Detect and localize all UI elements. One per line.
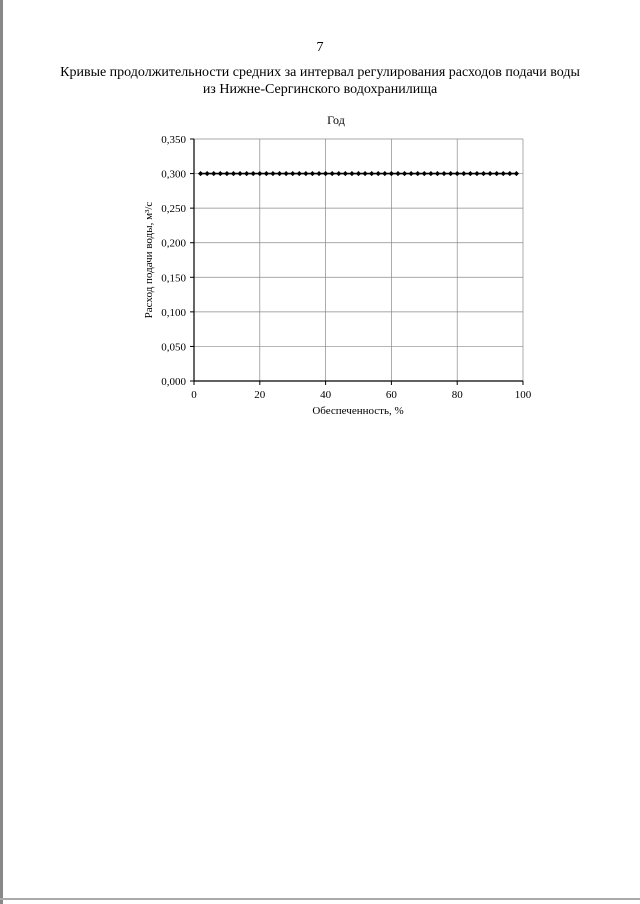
y-tick-label: 0,300 xyxy=(161,168,186,181)
data-point xyxy=(514,171,519,176)
data-point xyxy=(402,171,407,176)
x-axis-label: Обеспеченность, % xyxy=(312,405,404,417)
data-point xyxy=(441,171,446,176)
data-point xyxy=(468,171,473,176)
y-tick-label: 0,000 xyxy=(161,376,186,388)
y-tick-label: 0,250 xyxy=(161,203,186,216)
data-point xyxy=(481,171,486,176)
scan-edge-line xyxy=(0,0,3,904)
heading-line-1: Кривые продолжительности средних за интервал регулирования расходов подачи воды xyxy=(60,65,580,80)
data-point xyxy=(349,171,354,176)
data-point xyxy=(474,171,479,176)
data-point xyxy=(231,171,236,176)
data-point xyxy=(198,171,203,176)
data-point xyxy=(277,171,282,176)
data-point xyxy=(435,171,440,176)
data-point xyxy=(310,171,315,176)
data-point xyxy=(270,171,275,176)
data-point xyxy=(224,171,229,176)
data-point xyxy=(422,171,427,176)
data-point xyxy=(264,171,269,176)
data-point xyxy=(218,171,223,176)
data-point xyxy=(343,171,348,176)
y-tick-label: 0,350 xyxy=(161,134,186,146)
data-point xyxy=(362,171,367,176)
data-point xyxy=(237,171,242,176)
data-point xyxy=(507,171,512,176)
data-point xyxy=(448,171,453,176)
y-tick-label: 0,150 xyxy=(161,272,186,285)
page-number: 7 xyxy=(316,40,324,55)
data-point xyxy=(376,171,381,176)
x-tick-label: 60 xyxy=(385,389,397,401)
x-tick-label: 0 xyxy=(191,389,197,401)
data-point xyxy=(316,171,321,176)
data-point xyxy=(297,171,302,176)
y-tick-label: 0,100 xyxy=(161,306,186,319)
x-tick-label: 80 xyxy=(451,389,463,401)
data-point xyxy=(501,171,506,176)
x-tick-label: 40 xyxy=(320,389,332,401)
data-point xyxy=(257,171,262,176)
data-point xyxy=(488,171,493,176)
flow-duration-chart xyxy=(0,0,640,440)
y-axis-label: Расход подачи воды, м³/с xyxy=(143,201,155,319)
data-point xyxy=(336,171,341,176)
data-point xyxy=(369,171,374,176)
heading-line-2: из Нижне-Сергинского водохранилища xyxy=(202,82,438,97)
data-point xyxy=(323,171,328,176)
x-tick-label: 20 xyxy=(254,389,266,401)
data-point xyxy=(494,171,499,176)
y-tick-label: 0,200 xyxy=(161,237,186,250)
scan-edge-line xyxy=(0,898,640,900)
chart-title: Год xyxy=(327,113,345,127)
data-point xyxy=(382,171,387,176)
series xyxy=(198,171,519,176)
data-point xyxy=(205,171,210,176)
data-point xyxy=(455,171,460,176)
data-point xyxy=(211,171,216,176)
data-point xyxy=(284,171,289,176)
y-tick-label: 0,050 xyxy=(161,341,186,354)
data-point xyxy=(395,171,400,176)
data-point xyxy=(356,171,361,176)
data-point xyxy=(409,171,414,176)
data-point xyxy=(244,171,249,176)
data-point xyxy=(428,171,433,176)
data-point xyxy=(461,171,466,176)
data-point xyxy=(330,171,335,176)
x-tick-label: 100 xyxy=(514,389,532,401)
data-point xyxy=(415,171,420,176)
data-point xyxy=(303,171,308,176)
data-point xyxy=(389,171,394,176)
data-point xyxy=(251,171,256,176)
data-point xyxy=(290,171,295,176)
